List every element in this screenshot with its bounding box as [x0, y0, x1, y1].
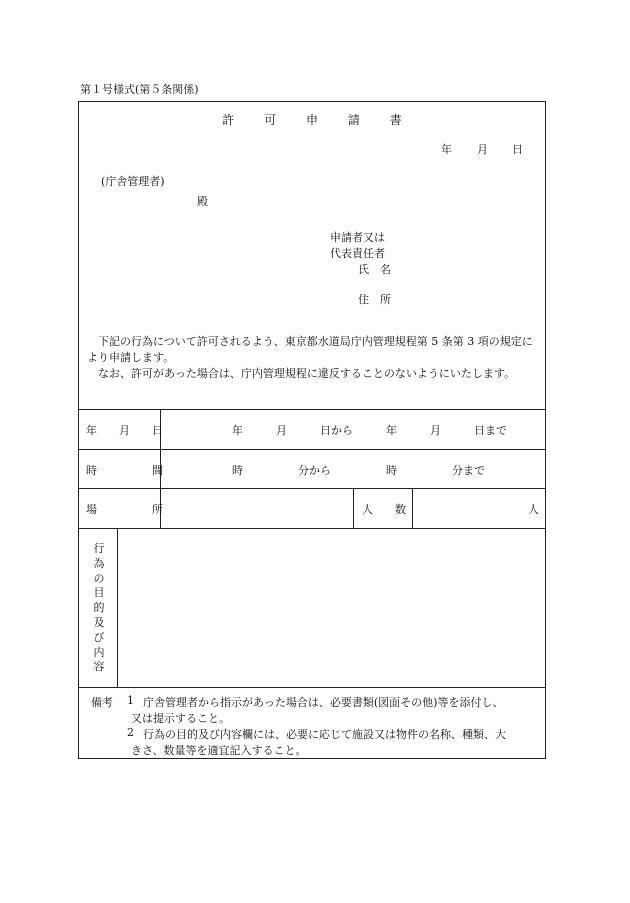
application-statement: [87, 334, 539, 382]
people-count-unit: 人: [528, 503, 539, 516]
purpose-column-divider: [117, 528, 118, 687]
table-rule: [78, 528, 546, 529]
statement-paragraph-2: なお、許可があった場合は、庁内管理規程に違反することのないようにいたします。: [98, 367, 516, 380]
place-row-label: 場 所: [86, 503, 163, 516]
applicant-label-2: 代表責任者: [330, 247, 385, 260]
table-rule: [78, 488, 546, 489]
table-rule: [78, 449, 546, 450]
note-1-text-cont: 又は提示すること。: [131, 712, 230, 725]
note-2-text: 行為の目的及び内容欄には、必要に応じて施設又は物件の名称、種類、大: [143, 728, 506, 741]
addressee-honorific: 殿: [197, 195, 208, 208]
title-char: 可: [264, 113, 277, 127]
purpose-row-label: 行為の目的及び内容: [93, 542, 105, 674]
applicant-address-label: 住 所: [358, 293, 391, 306]
addressee-office: (庁舎管理者): [101, 175, 165, 188]
people-column-divider: [353, 488, 354, 528]
date-row-label: 年 月 日: [86, 424, 163, 437]
note-1-text: 庁舎管理者から指示があった場合は、必要書類(図面その他)等を添付し、: [143, 696, 504, 709]
title-char: 申: [305, 113, 318, 127]
form-number-label: 第１号様式(第５条関係): [80, 83, 199, 96]
notes-heading: 備考: [91, 696, 113, 709]
note-2-text-cont: きさ、数量等を適宜記入すること。: [131, 744, 307, 757]
form-title: [78, 111, 546, 128]
title-char: 許: [222, 113, 235, 127]
time-row-value: 時 分から 時 分まで: [232, 464, 485, 477]
people-count-label: 人 数: [362, 503, 406, 516]
title-char: 請: [347, 113, 360, 127]
note-1-number: 1: [127, 694, 134, 707]
table-top-rule: [78, 409, 546, 410]
note-2-number: 2: [127, 726, 134, 739]
applicant-label-1: 申請者又は: [330, 231, 385, 244]
date-row-value: 年 月 日から 年 月 日まで: [232, 424, 507, 437]
table-bottom-rule: [78, 687, 546, 688]
statement-paragraph-1: 下記の行為について許可されるよう、東京都水道局庁内管理規程第 5 条第 3 項の規定により申請します。: [87, 335, 533, 364]
applicant-name-label: 氏 名: [358, 263, 391, 276]
date-year: 年: [441, 143, 452, 156]
date-month: 月: [477, 143, 488, 156]
date-day: 日: [512, 143, 523, 156]
time-row-label: 時 間: [86, 464, 163, 477]
title-char: 書: [389, 113, 402, 127]
people-value-divider: [412, 488, 413, 528]
